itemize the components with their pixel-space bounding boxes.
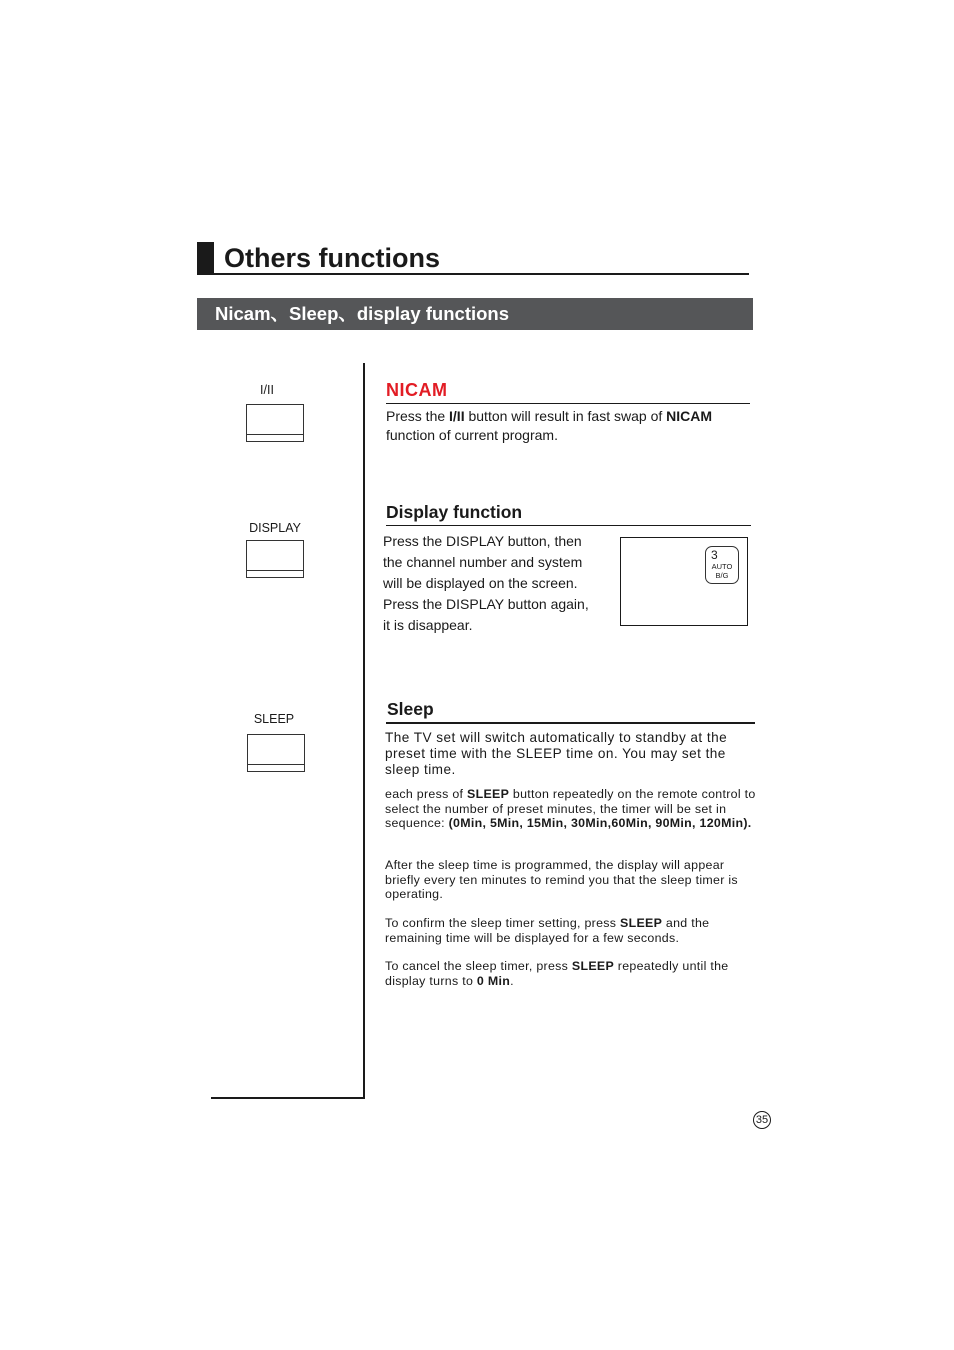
osd-mode: AUTO [711,562,733,571]
sleep-button-label: SLEEP [253,712,295,726]
nicam-button [246,404,304,442]
tv-screen-illustration [620,537,748,626]
sleep-paragraph-3: To confirm the sleep timer setting, press SLEEP and the remaining time will be displayed for a few seconds. [385,916,710,945]
sleep-intro: The TV set will switch automatically to standby at the preset time with the SLEEP time on. You may set the sleep time. [385,730,728,777]
osd-system: B/G [715,571,729,580]
display-line: Press the DISPLAY button, then [383,533,582,549]
display-line: will be displayed on the screen. [383,575,578,591]
bottom-rule [211,1097,365,1099]
osd-channel-number: 3 [711,548,718,562]
nicam-heading: NICAM [386,380,448,400]
channel-osd [705,546,739,584]
nicam-text: Press the I/II button will result in fast swap of NICAM function of current program. [386,408,713,443]
column-divider [363,363,365,1099]
display-function-text [383,531,611,636]
nicam-heading-rule [386,403,750,404]
sleep-heading: Sleep [387,699,434,719]
nicam-button-label: I/II [260,383,274,397]
display-button [246,540,304,578]
sleep-paragraph-1: each press of SLEEP button repeatedly on the remote control to select the number of preset minutes, the timer will be set in sequence: (0Min, 5Min, 15Min, 30Min,60Min, 90Min, 120Min). [385,787,756,830]
display-heading-rule [386,525,751,526]
display-line: Press the DISPLAY button again, [383,596,589,612]
sleep-paragraph-2: After the sleep time is programmed, the display will appear briefly every ten minutes to remind you that the sleep timer is operating. [385,858,738,901]
section-banner-text: Nicam、Sleep、display functions [215,303,510,324]
display-line: the channel number and system [383,554,583,570]
sleep-button [247,734,305,772]
display-function-heading: Display function [386,502,523,522]
display-line: it is disappear. [383,617,473,633]
sleep-paragraph-4: To cancel the sleep timer, press SLEEP repeatedly until the display turns to 0 Min. [385,959,729,988]
page-number: 35 [753,1111,771,1129]
title-underline [197,273,749,275]
section-banner [197,298,753,330]
page-title: Others functions [224,243,441,273]
sleep-heading-rule [386,722,755,724]
title-marker [197,242,214,275]
display-button-label: DISPLAY [249,521,301,535]
